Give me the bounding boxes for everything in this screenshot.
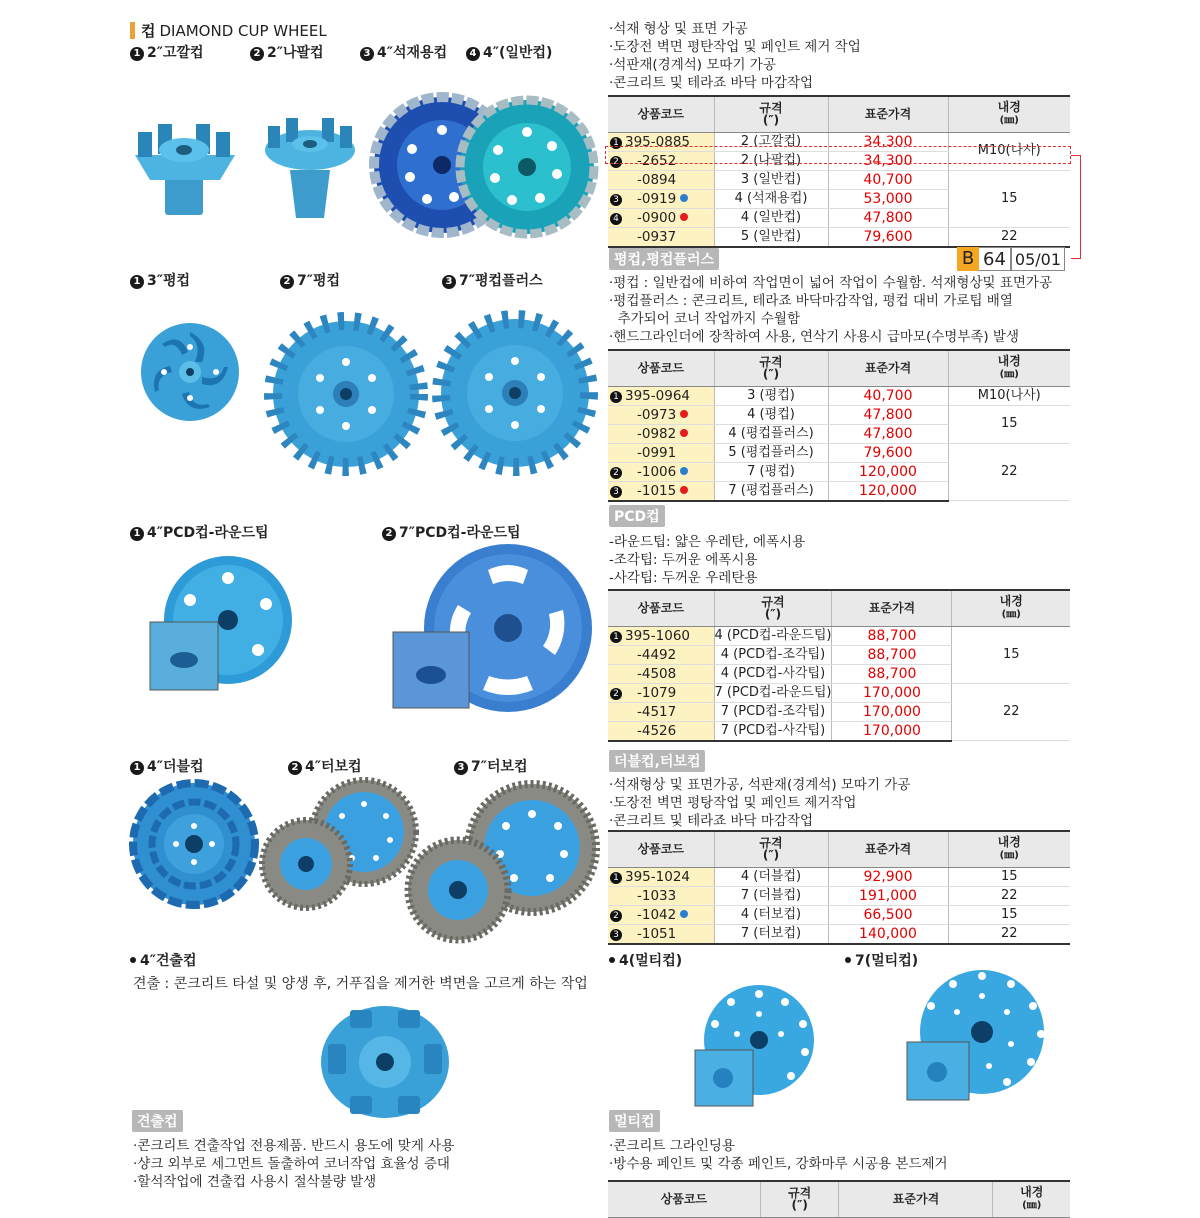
table-row: 1 395-1060 4 (PCD컵-라운드팁) 88,700 15 <box>608 626 1070 645</box>
multi-bullets: ·콘크리트 그라인딩용 ·방수용 페인트 및 각종 페인트, 강화마루 시공용 본드제거 <box>609 1138 948 1172</box>
table-row: 2 -2652 2 (나팔컵) 34,300 <box>608 151 1070 170</box>
table-row: 3 -1051 7 (터보컵) 140,000 22 <box>608 924 1070 944</box>
cup-bullets: ·석재 형상 및 표면 가공 ·도장전 벽면 평탄작업 및 페인트 제거 작업 ·석판재(경계석) 모따기 가공 ·콘크리트 및 테라죠 바닥 마감작업 <box>609 21 861 91</box>
page-title: 컵 DIAMOND CUP WHEEL <box>130 20 327 41</box>
table-row: -0937 5 (일반컵) 79,600 22 <box>608 227 1070 247</box>
multi-label-2: 7(멀티컵) <box>845 950 918 970</box>
turbo-bullets: ·석재형상 및 표면가공, 석판재(경계석) 모따기 가공 ·도장전 벽면 평탕작업 및 페인트 제거작업 ·콘크리트 및 테라죠 바닥 마감작업 <box>609 777 911 829</box>
trumpet-cup-image <box>260 110 360 220</box>
table-row: -4517 7 (PCD컵-조각팁) 170,000 <box>608 702 1070 721</box>
flat-cup-7-image <box>272 320 420 468</box>
multi-cup-4-image <box>695 984 815 1106</box>
turbo-cup-4-image <box>256 782 416 910</box>
flat-label-1: 1 3″평컵 <box>130 270 190 290</box>
table-row: 2 -1042 4 (터보컵) 66,500 15 <box>608 905 1070 924</box>
table-row: -0991 5 (평컵플러스) 79,600 22 <box>608 443 1070 462</box>
header-price: 표준가격 <box>828 96 948 132</box>
table-row: 2 -1006 7 (평컵) 120,000 <box>608 462 1070 481</box>
header-code: 상품코드 <box>608 96 714 132</box>
table-row: 4 -0900 4 (일반컵) 47,800 <box>608 208 1070 227</box>
gyeonchul-bullets: ·콘크리트 견출작업 전용제품. 반드시 용도에 맞게 사용 ·샹크 외부로 세그먼트 돌출하여 코너작업 효율성 증대 ·할석작업에 견출컵 사용시 절삭불량 발생 <box>133 1138 455 1190</box>
table-row: -4492 4 (PCD컵-조각팁) 88,700 <box>608 645 1070 664</box>
double-cup-image <box>132 782 256 906</box>
table-header: 상품코드 규격 (″) 표준가격 내경 (㎜) <box>608 590 1070 626</box>
table-header <box>608 96 1070 132</box>
gyeonchul-section-tag: 견출컵 <box>132 1110 183 1132</box>
multi-section-tag: 멀티컵 <box>609 1110 660 1132</box>
page-reference[interactable]: B 64 05/01 <box>957 247 1065 271</box>
table-row: -4526 7 (PCD컵-사각팁) 170,000 <box>608 721 1070 741</box>
table-row: 1 395-1024 4 (더블컵) 92,900 15 <box>608 867 1070 886</box>
turbo-cup-7-image <box>400 780 596 940</box>
table-row: -0894 3 (일반컵) 40,700 15 <box>608 170 1070 189</box>
title-bar <box>130 22 135 39</box>
turbo-label-3: 3 7″터보컵 <box>454 756 528 776</box>
multi-label-1: 4(멀티컵) <box>609 950 682 970</box>
multi-spec-table <box>608 1180 1070 1218</box>
table-row: -0973 4 (평컵) 47,800 15 <box>608 405 1070 424</box>
turbo-spec-table <box>608 830 1070 945</box>
highlight-box <box>605 146 1071 164</box>
table-row: -0982 4 (평컵플러스) 47,800 <box>608 424 1070 443</box>
flat-cup-3-image <box>140 322 240 422</box>
table-row: 3 -1015 7 (평컵플러스) 120,000 <box>608 481 1070 501</box>
cone-cup-image <box>130 110 240 220</box>
flat-bullets: ·평컵 : 일반컵에 비하여 작업면이 넓어 작업이 수월함. 석재형상및 표면가공 ·평컵플러스 : 콘크리트, 테라죠 바닥마감작업, 평컵 대비 가로팁 배열 추가되어 코너 작업까지 수월함 ·핸드그라인더에 장착하여 사용, 연삭기 사용시 급마모(수명부족) 발생 <box>609 275 1052 345</box>
cup-label-3: 3 4″석재용컵 <box>360 42 447 62</box>
table-row: -1033 7 (더블컵) 191,000 22 <box>608 886 1070 905</box>
cup-spec-table <box>608 95 1070 248</box>
flat-spec-table <box>608 349 1070 502</box>
table-row: -4508 4 (PCD컵-사각팁) 88,700 <box>608 664 1070 683</box>
pcd-section-tag: PCD컵 <box>609 505 665 527</box>
turbo-section-tag: 더블컵,터보컵 <box>609 750 705 772</box>
gyeonchul-cup-image <box>320 1004 450 1120</box>
table-header: 상품코드 규격 (″) 표준가격 내경 (㎜) <box>608 831 1070 867</box>
pcd-cup-4-image <box>150 560 295 692</box>
callout-line-end <box>1071 258 1081 259</box>
pcd-cup-7-image <box>383 550 593 720</box>
table-row: 1 395-0885 2 (고깔컵) 34,300 M10(나사) <box>608 132 1070 151</box>
table-row: 2 -1079 7 (PCD컵-라운드팁) 170,000 22 <box>608 683 1070 702</box>
flat-cup-plus-image <box>440 318 590 468</box>
pcd-label-1: 1 4″PCD컵-라운드팁 <box>130 522 269 542</box>
cup-label-2: 2 2″나팔컵 <box>250 42 324 62</box>
table-header: 상품코드 규격 (″) 표준가격 내경 (㎜) <box>608 350 1070 386</box>
cup-label-4: 4 4″(일반컵) <box>466 42 552 62</box>
header-bore: 내경 (㎜) <box>948 96 1070 132</box>
flat-section-tag: 평컵,평컵플러스 <box>609 248 719 270</box>
gyeonchul-desc: 견출 : 콘크리트 타설 및 양생 후, 거푸집을 제거한 벽면을 고르게 하는 작업 <box>133 976 588 992</box>
pcd-bullets: -라운드팁: 얇은 우레탄, 에폭시용 -조각팁: 두꺼운 에폭시용 -사각팁: 두꺼운 우레탄용 <box>609 534 806 586</box>
pcd-spec-table <box>608 589 1070 742</box>
cup-label-1: 1 2″고깔컵 <box>130 42 204 62</box>
header-spec: 규격 (″) <box>714 96 828 132</box>
table-row: 3 -0919 4 (석재용컵) 53,000 <box>608 189 1070 208</box>
turbo-label-2: 2 4″터보컵 <box>288 756 362 776</box>
callout-line <box>1071 155 1081 259</box>
general-cup-image <box>458 98 596 236</box>
table-header: 상품코드 규격 (″) 표준가격 내경 (㎜) <box>608 1181 1070 1217</box>
turbo-label-1: 1 4″더블컵 <box>130 756 204 776</box>
gyeonchul-label: 4″견출컵 <box>130 950 197 970</box>
flat-label-3: 3 7″평컵플러스 <box>442 270 543 290</box>
flat-label-2: 2 7″평컵 <box>280 270 340 290</box>
pcd-label-2: 2 7″PCD컵-라운드팁 <box>382 522 521 542</box>
table-row: 1 395-0964 3 (평컵) 40,700 M10(나사) <box>608 386 1070 405</box>
multi-cup-7-image <box>907 970 1047 1102</box>
